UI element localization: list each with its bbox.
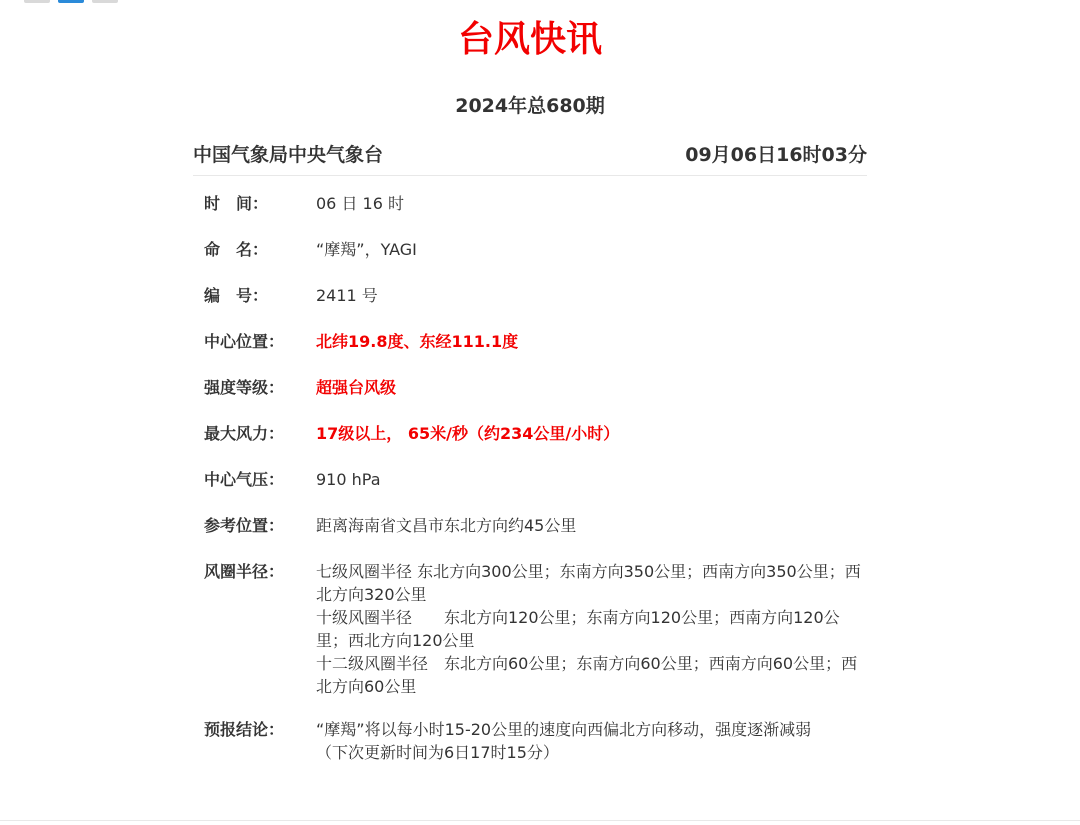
info-label: 中心位置： (204, 332, 285, 351)
info-value: 2411 号 (316, 286, 378, 305)
top-tab-2[interactable] (58, 0, 84, 3)
info-row-intensity (204, 376, 864, 399)
info-row-pressure (204, 468, 864, 491)
info-row-wind-radius (204, 560, 864, 698)
top-tab-1[interactable] (24, 0, 50, 3)
info-row-time (204, 192, 864, 215)
info-value: “摩羯”，YAGI (316, 240, 417, 259)
info-label: 预报结论： (204, 720, 285, 739)
issue-number: 2024年总680期 (455, 95, 605, 117)
info-label: 风圈半径： (204, 562, 285, 581)
bottom-divider (0, 820, 1080, 821)
info-value: “摩羯”将以每小时15-20公里的速度向西偏北方向移动，强度逐渐减弱 （下次更新时间为6日17时15分） (316, 720, 812, 762)
info-value: 北纬19.8度、东经111.1度 (316, 332, 519, 351)
info-label: 命 名： (204, 240, 269, 259)
source-header (193, 141, 867, 176)
info-value: 七级风圈半径 东北方向300公里；东南方向350公里；西南方向350公里；西北方向320公里 十级风圈半径 东北方向120公里；东南方向120公里；西南方向120公里；西北方向120公里 十二级风圈半径 东北方向60公里；东南方向60公里；西南方向60公里；西北方向60公里 (316, 562, 861, 696)
info-label: 最大风力： (204, 424, 285, 443)
info-label: 编 号： (204, 286, 269, 305)
info-value: 06 日 16 时 (316, 194, 404, 213)
info-label: 时 间： (204, 194, 269, 213)
info-label: 参考位置： (204, 516, 285, 535)
top-tab-3[interactable] (92, 0, 118, 3)
info-row-forecast (204, 718, 864, 764)
info-value: 17级以上， 65米/秒（约234公里/小时） (316, 424, 620, 443)
info-value: 超强台风级 (316, 378, 397, 397)
info-label: 强度等级： (204, 378, 285, 397)
info-value: 910 hPa (316, 470, 381, 489)
top-tab-strip (24, 0, 118, 3)
info-row-name (204, 238, 864, 261)
page-title: 台风快讯 (457, 19, 602, 60)
info-row-center-position (204, 330, 864, 353)
info-value: 距离海南省文昌市东北方向约45公里 (316, 516, 577, 535)
typhoon-info-list (204, 192, 864, 764)
publish-timestamp: 09月06日16时03分 (685, 144, 867, 166)
info-row-number (204, 284, 864, 307)
agency-name: 中国气象局中央气象台 (193, 144, 384, 166)
info-label: 中心气压： (204, 470, 285, 489)
info-row-reference-position (204, 514, 864, 537)
info-row-max-wind (204, 422, 864, 445)
